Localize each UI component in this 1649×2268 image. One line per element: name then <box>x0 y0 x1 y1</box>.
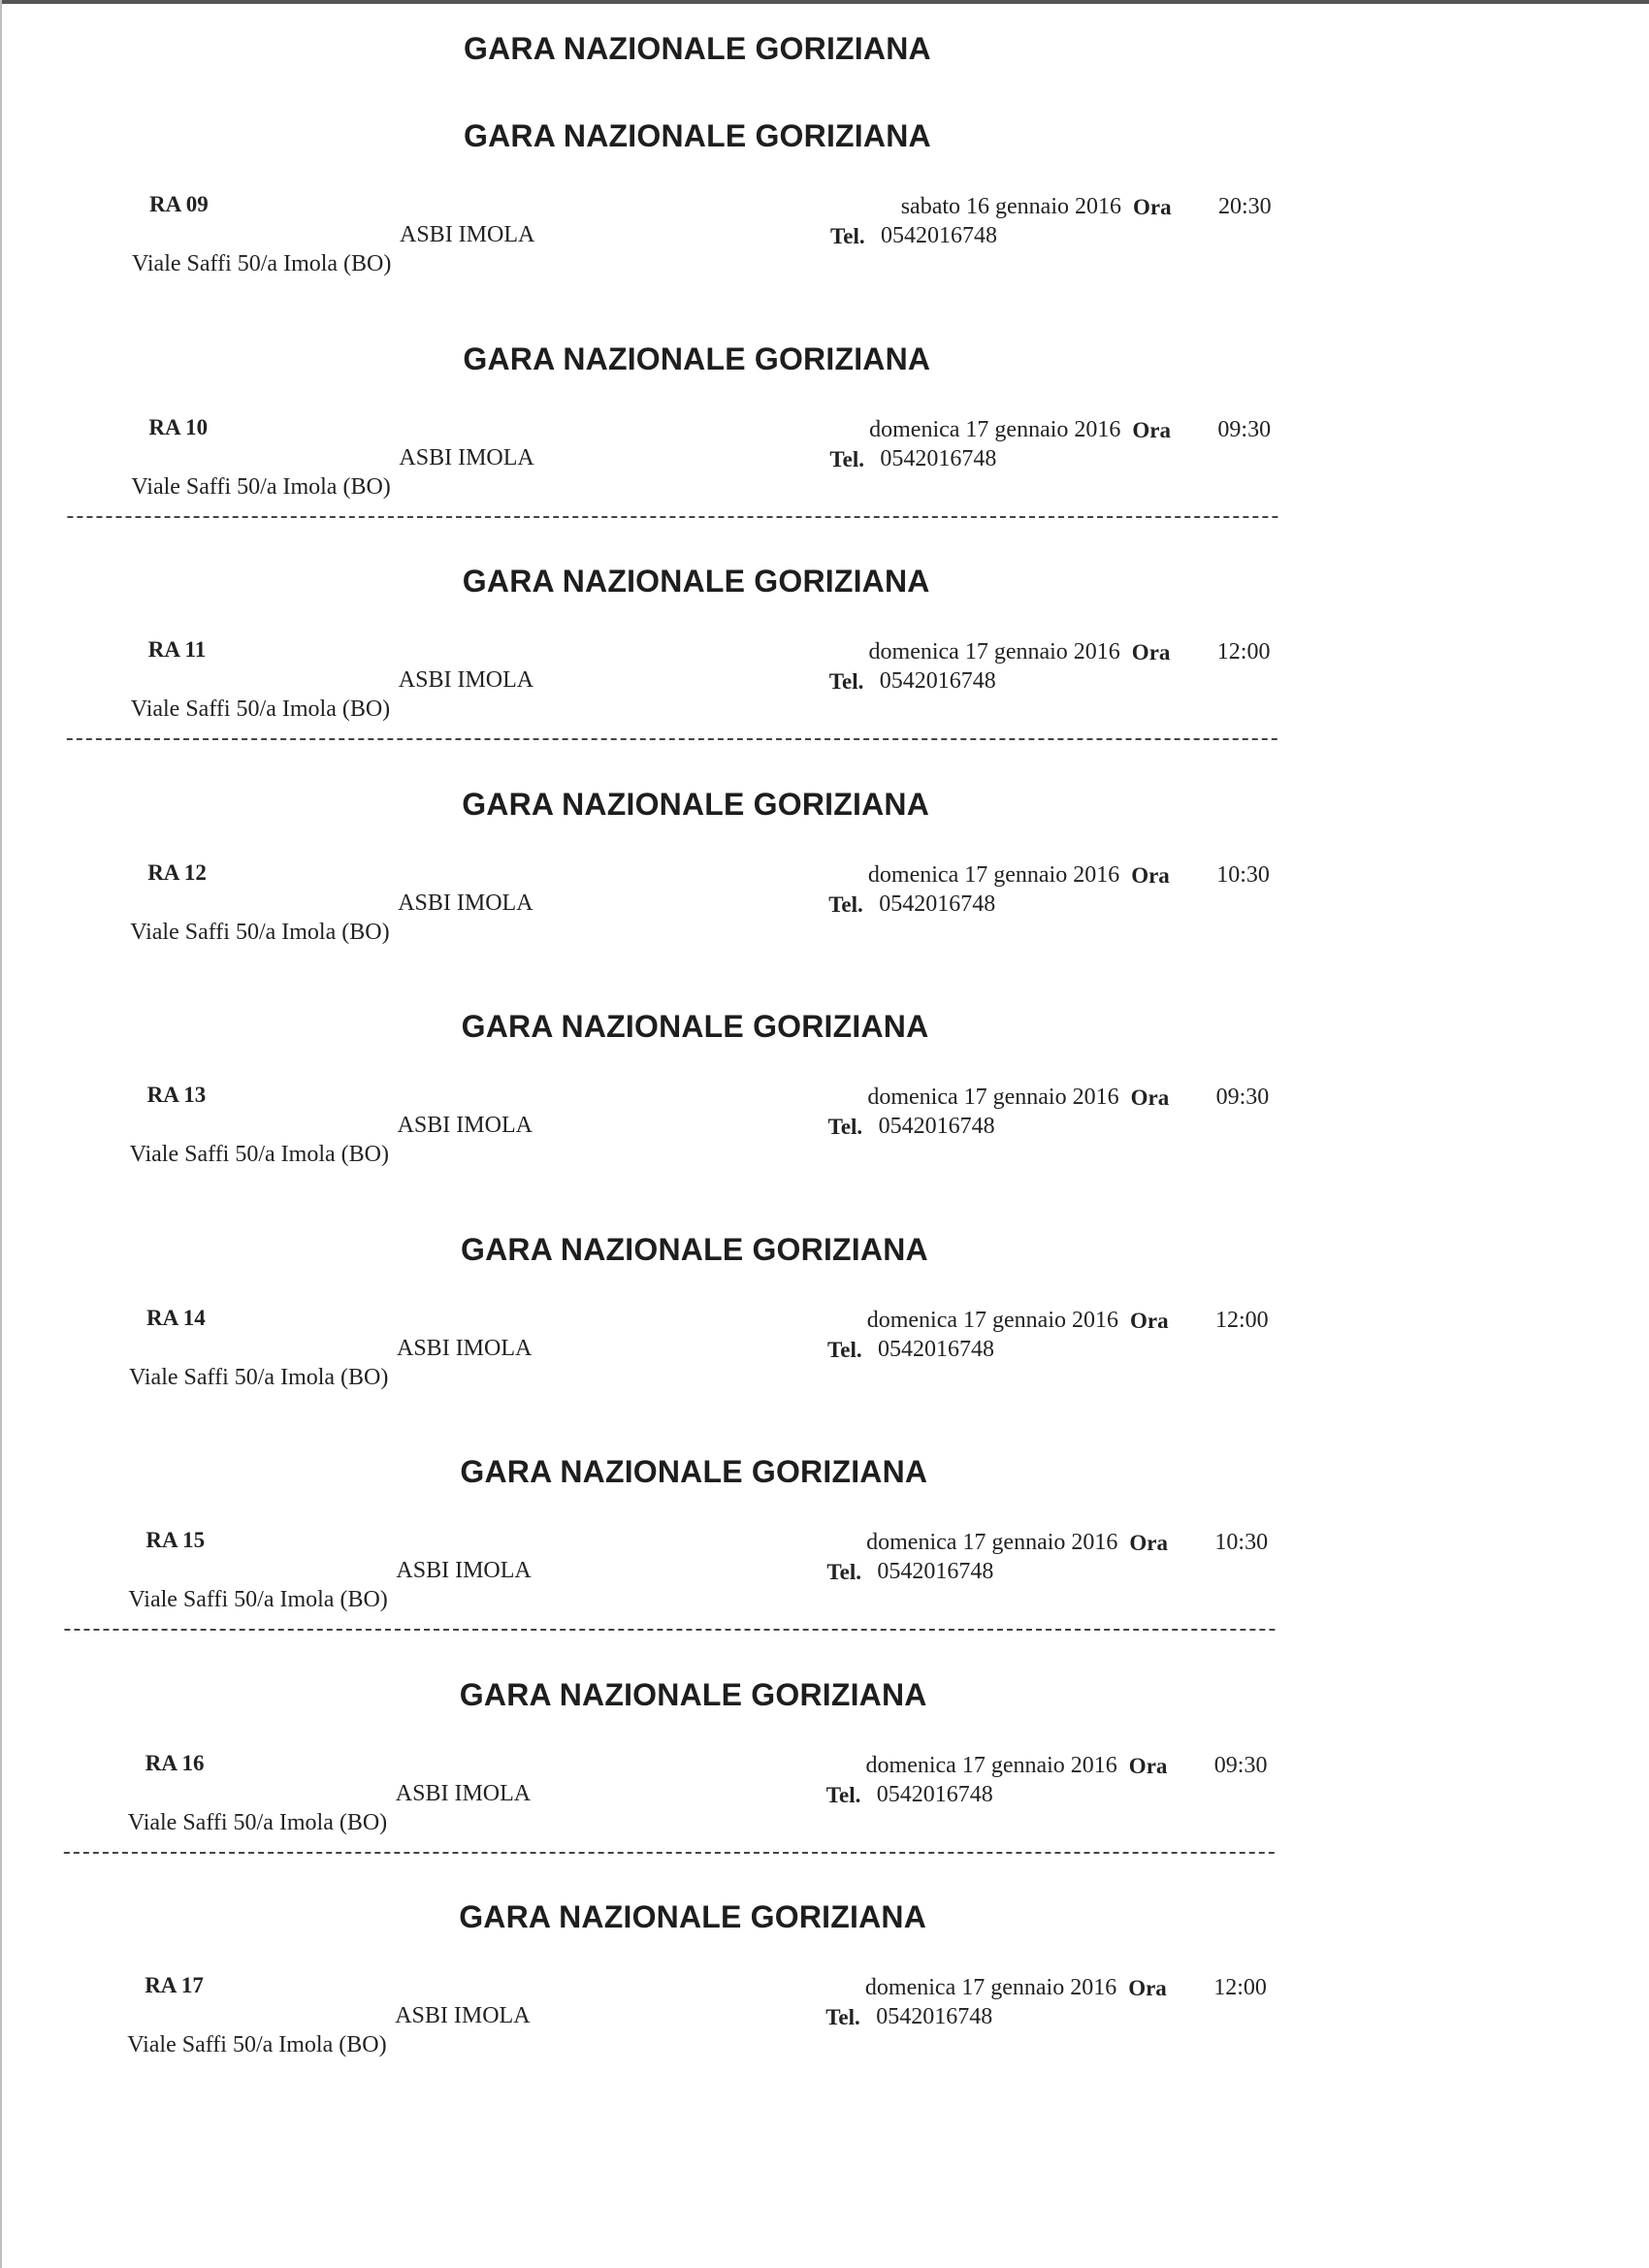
club-address: Viale Saffi 50/a Imola (BO) <box>130 920 390 945</box>
entry-title: GARA NAZIONALE GORIZIANA <box>460 1454 928 1489</box>
race-date: domenica 17 gennaio 2016 <box>866 1530 1118 1555</box>
dashed-cut-line <box>67 516 1277 518</box>
race-date: domenica 17 gennaio 2016 <box>864 1975 1117 2000</box>
time-label: Ora <box>1128 1976 1167 2000</box>
time-label: Ora <box>1129 1531 1169 1555</box>
race-date: domenica 17 gennaio 2016 <box>868 639 1120 664</box>
race-entry <box>0 1899 1644 2093</box>
race-code: RA 10 <box>148 415 209 439</box>
race-time: 10:30 <box>1214 1530 1269 1555</box>
phone-number: 0542016748 <box>878 1337 994 1362</box>
phone-number: 0542016748 <box>879 891 996 917</box>
race-time: 12:00 <box>1213 1975 1267 2000</box>
entry-title: GARA NAZIONALE GORIZIANA <box>461 1009 929 1044</box>
phone-label: Tel. <box>830 224 865 248</box>
page-title: GARA NAZIONALE GORIZIANA <box>464 31 931 66</box>
race-entry <box>0 118 1649 312</box>
dashed-cut-line <box>67 738 1277 740</box>
club-name: ASBI IMOLA <box>398 667 534 693</box>
dashed-cut-line <box>64 1852 1275 1854</box>
entry-title: GARA NAZIONALE GORIZIANA <box>459 1677 927 1712</box>
time-label: Ora <box>1131 863 1170 888</box>
phone-label: Tel. <box>829 447 864 471</box>
phone-number: 0542016748 <box>881 223 997 248</box>
phone-number: 0542016748 <box>879 668 996 694</box>
phone-number: 0542016748 <box>876 1782 993 1807</box>
club-name: ASBI IMOLA <box>396 1558 532 1583</box>
race-date: domenica 17 gennaio 2016 <box>865 1753 1117 1778</box>
club-name: ASBI IMOLA <box>397 1336 533 1361</box>
club-name: ASBI IMOLA <box>395 2003 531 2028</box>
race-code: RA 16 <box>145 1751 205 1775</box>
club-name: ASBI IMOLA <box>395 1781 532 1806</box>
entry-title: GARA NAZIONALE GORIZIANA <box>459 1899 927 1934</box>
race-entry <box>0 341 1648 535</box>
race-date: domenica 17 gennaio 2016 <box>867 862 1120 888</box>
race-time: 09:30 <box>1213 1753 1268 1778</box>
phone-label: Tel. <box>828 892 863 917</box>
phone-label: Tel. <box>826 1560 861 1584</box>
race-date: domenica 17 gennaio 2016 <box>867 1085 1119 1110</box>
entry-title: GARA NAZIONALE GORIZIANA <box>462 787 930 822</box>
club-name: ASBI IMOLA <box>398 891 534 916</box>
phone-number: 0542016748 <box>877 1559 994 1584</box>
entry-title: GARA NAZIONALE GORIZIANA <box>461 1232 928 1267</box>
phone-label: Tel. <box>825 2005 860 2029</box>
phone-number: 0542016748 <box>876 2004 993 2029</box>
phone-number: 0542016748 <box>878 1114 995 1139</box>
race-entry <box>0 564 1648 758</box>
club-name: ASBI IMOLA <box>400 222 535 247</box>
race-code: RA 15 <box>146 1528 206 1552</box>
race-code: RA 13 <box>146 1083 207 1107</box>
race-date: domenica 17 gennaio 2016 <box>866 1308 1118 1333</box>
club-address: Viale Saffi 50/a Imola (BO) <box>127 1810 388 1835</box>
race-date: domenica 17 gennaio 2016 <box>869 417 1121 442</box>
race-time: 12:00 <box>1216 639 1271 664</box>
race-time: 09:30 <box>1217 417 1272 442</box>
club-address: Viale Saffi 50/a Imola (BO) <box>128 1587 388 1612</box>
scan-top-edge <box>0 0 1649 4</box>
race-time: 10:30 <box>1216 862 1270 888</box>
club-address: Viale Saffi 50/a Imola (BO) <box>131 474 391 500</box>
race-code: RA 17 <box>145 1973 204 1997</box>
phone-label: Tel. <box>828 669 864 694</box>
entry-title: GARA NAZIONALE GORIZIANA <box>464 118 931 153</box>
race-entry <box>0 1232 1646 1426</box>
race-time: 09:30 <box>1215 1085 1270 1110</box>
race-entry <box>0 1009 1647 1203</box>
race-code: RA 11 <box>147 637 207 662</box>
race-entry <box>0 1454 1645 1648</box>
race-code: RA 09 <box>149 192 209 216</box>
entry-title: GARA NAZIONALE GORIZIANA <box>463 341 931 376</box>
time-label: Ora <box>1133 195 1172 219</box>
phone-label: Tel. <box>825 1783 861 1807</box>
phone-number: 0542016748 <box>880 446 997 471</box>
time-label: Ora <box>1131 640 1171 664</box>
club-name: ASBI IMOLA <box>397 1113 533 1138</box>
club-address: Viale Saffi 50/a Imola (BO) <box>129 1142 389 1167</box>
race-entry <box>0 787 1647 981</box>
time-label: Ora <box>1130 1085 1170 1110</box>
race-entry <box>0 1677 1645 1871</box>
time-label: Ora <box>1128 1754 1168 1778</box>
race-time: 20:30 <box>1218 194 1272 219</box>
time-label: Ora <box>1132 418 1172 442</box>
race-date: sabato 16 gennaio 2016 <box>900 194 1121 219</box>
club-name: ASBI IMOLA <box>399 445 534 470</box>
club-address: Viale Saffi 50/a Imola (BO) <box>132 251 392 276</box>
phone-label: Tel. <box>827 1115 863 1139</box>
race-code: RA 14 <box>146 1306 206 1330</box>
club-address: Viale Saffi 50/a Imola (BO) <box>127 2032 387 2057</box>
dashed-cut-line <box>64 1629 1275 1631</box>
club-address: Viale Saffi 50/a Imola (BO) <box>129 1365 389 1390</box>
entry-title: GARA NAZIONALE GORIZIANA <box>462 564 930 599</box>
phone-label: Tel. <box>827 1338 862 1362</box>
race-code: RA 12 <box>147 860 207 885</box>
club-address: Viale Saffi 50/a Imola (BO) <box>130 697 391 722</box>
race-time: 12:00 <box>1215 1308 1269 1333</box>
time-label: Ora <box>1130 1309 1169 1333</box>
